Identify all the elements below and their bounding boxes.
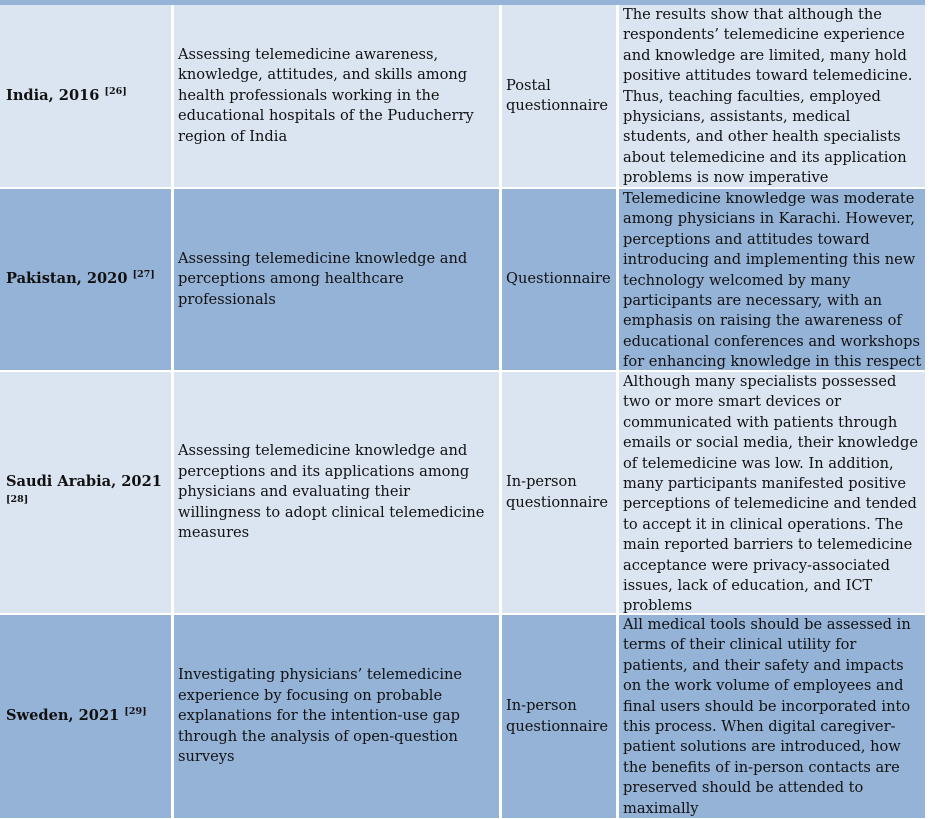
aim-text: Assessing telemedicine knowledge and perceptions among healthcare professionals — [178, 249, 468, 308]
aim-text: Assessing telemedicine knowledge and perceptions and its applications among physicians and evaluating their willingness to adopt clinical telemedicine measures — [178, 442, 485, 542]
country-label: India, 2016 [26] — [6, 85, 127, 104]
result-cell — [617, 615, 925, 818]
method-text: Postal questionnaire — [506, 76, 608, 114]
result-text: Although many specialists possessed two or more smart devices or communicated with patients through emails or social media, their knowledge of telemedicine was low. In addition, many participants manifested positive perceptions of telemedicine and tended to accept it in clinical operations. The main reported barriers to telemedicine acceptance were privacy-associated issues, lack of education, and ICT problems — [623, 373, 918, 615]
method-text: In-person questionnaire — [506, 473, 608, 511]
table-row — [0, 5, 925, 187]
result-cell — [617, 5, 925, 187]
aim-text: Investigating physicians’ telemedicine experience by focusing on probable explanations for the intention-use gap through the analysis of open-question surveys — [178, 666, 463, 766]
country-label: Pakistan, 2020 [27] — [6, 269, 155, 288]
method-text: Questionnaire — [506, 270, 611, 288]
reference-marker: [29] — [124, 706, 147, 718]
country-label: Saudi Arabia, 2021 [28] — [6, 473, 162, 505]
table-row — [0, 615, 925, 818]
reference-marker: [26] — [104, 85, 127, 97]
aim-cell — [172, 5, 500, 187]
result-cell — [617, 372, 925, 613]
reference-marker: [28] — [6, 493, 29, 505]
method-cell — [500, 5, 617, 187]
result-cell — [617, 189, 925, 370]
country-cell — [0, 615, 172, 818]
result-text: All medical tools should be assessed in terms of their clinical utility for patients, and their safety and impacts on the work volume of employees and final users should be incorporated into this process. When digital caregiver-patient solutions are introduced, how the benefits of in-person contacts are preserved should be attended to maximally — [623, 616, 911, 817]
country-cell — [0, 372, 172, 613]
result-text: The results show that although the respondents’ telemedicine experience and knowledge are limited, many hold positive attitudes toward telemedicine. Thus, teaching faculties, employed physicians, assistants, medical students, and other health specialists about telemedicine and its application problems is now imperative — [623, 6, 913, 187]
column-divider — [499, 5, 502, 818]
table-row — [0, 372, 925, 613]
aim-text: Assessing telemedicine awareness, knowledge, attitudes, and skills among health professionals working in the educational hospitals of the Puducherry region of India — [178, 45, 474, 145]
table-row — [0, 189, 925, 370]
reference-marker: [27] — [132, 269, 155, 281]
column-divider — [171, 5, 174, 818]
aim-cell — [172, 372, 500, 613]
method-cell — [500, 615, 617, 818]
method-text: In-person questionnaire — [506, 697, 608, 735]
method-cell — [500, 189, 617, 370]
country-cell — [0, 5, 172, 187]
country-label: Sweden, 2021 [29] — [6, 706, 147, 725]
method-cell — [500, 372, 617, 613]
country-cell — [0, 189, 172, 370]
aim-cell — [172, 189, 500, 370]
column-divider — [616, 5, 619, 818]
aim-cell — [172, 615, 500, 818]
result-text: Telemedicine knowledge was moderate among physicians in Karachi. However, perceptions and attitudes toward introducing and implementing this new technology welcomed by many participants are necessary, with an emphasis on raising the awareness of educational conferences and workshops for enhancing knowledge in this respect — [623, 190, 922, 371]
